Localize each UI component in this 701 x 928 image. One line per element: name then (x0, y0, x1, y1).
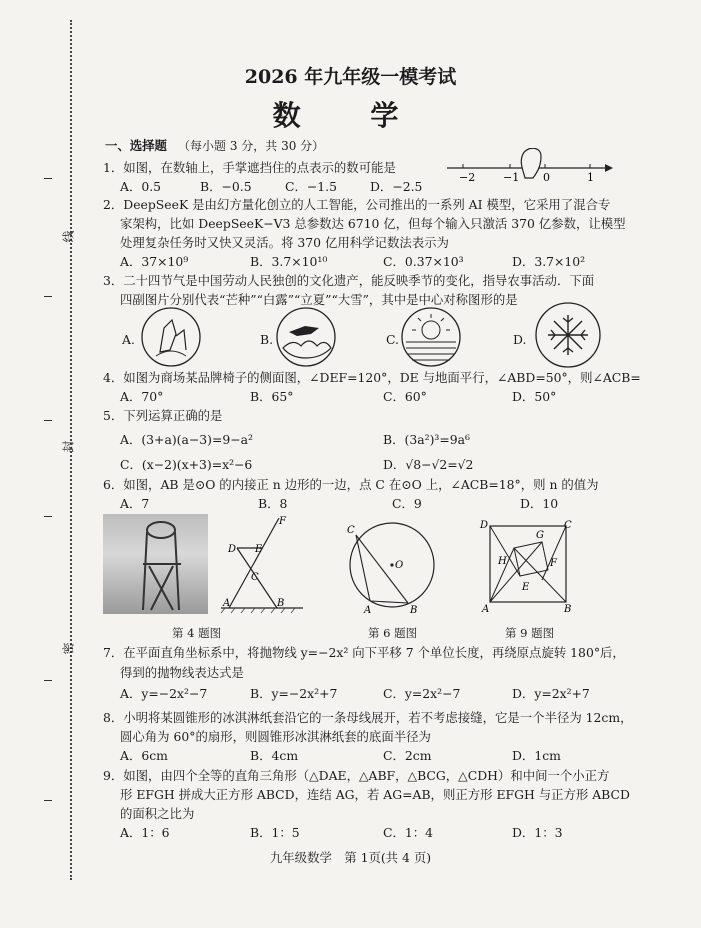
q4-option-c: C．60° (383, 389, 427, 404)
q3-stem-line1: 3．二十四节气是中国劳动人民独创的文化遗产，能反映季节的变化，指导农事活动．下面 (103, 273, 595, 288)
binding-tick (44, 800, 52, 801)
point-label: G (536, 530, 544, 541)
q9-option-c: C．1：4 (383, 825, 434, 840)
point-label: C (251, 572, 259, 583)
q6-figure (340, 515, 440, 615)
q2-stem-line3: 处理复杂任务时又快又灵活。将 370 亿用科学记数法表示为 (120, 235, 449, 250)
q8-option-d: D．1cm (512, 748, 561, 763)
point-label: B (277, 598, 285, 609)
q6-option-b: B．8 (258, 496, 288, 511)
q2-stem-line1: 2．DeepSeeK 是由幻方量化创立的人工智能，公司推出的一系列 AI 模型，它采用了混合专 (103, 197, 611, 212)
q8-stem-line1: 8．小明将某圆锥形的冰淇淋纸套沿它的一条母线展开，若不考虑接缝，它是一个半径为 12cm， (103, 710, 633, 725)
q6-option-a: A．7 (120, 496, 150, 511)
q5-option-d: D．√8−√2=√2 (383, 457, 474, 472)
binding-tick (44, 178, 52, 179)
q7-option-a: A．y=−2x²−7 (120, 686, 208, 701)
point-label: B (410, 605, 418, 615)
q8-option-b: B．4cm (250, 748, 299, 763)
hand-icon (521, 148, 541, 178)
fig9-caption: 第 9 题图 (505, 626, 555, 640)
point-label: F (279, 516, 286, 527)
q3-stem-line2: 四副图片分别代表“芒种”“白露”“立夏”“大雪”，其中是中心对称图形的是 (120, 292, 518, 307)
q5-stem: 5．下列运算正确的是 (103, 408, 223, 423)
point-label: F (550, 558, 557, 569)
point-label: B (564, 604, 572, 614)
point-label: C (564, 520, 572, 531)
lixia-emblem-icon (400, 306, 462, 368)
q9-stem-line2: 形 EFGH 拼成大正方形 ABCD，连结 AG，若 AG=AB，则正方形 EFGH 与正方形 ABCD (120, 787, 630, 802)
q2-stem-line2: 家架构，比如 DeepSeeK−V3 总参数达 6710 亿，但每个输入只激活 370 亿参数，让模型 (120, 216, 626, 231)
page-footer: 九年级数学 第 1页(共 4 页) (269, 850, 432, 865)
q8-option-a: A．6cm (120, 748, 168, 763)
q9-stem-line3: 的面积之比为 (120, 806, 195, 821)
tick-label: −1 (503, 171, 520, 184)
bailu-emblem-icon (275, 306, 337, 368)
margin-label-feng: 封 (61, 440, 76, 453)
q3-option-b: B. (260, 332, 274, 347)
point-label: E (255, 544, 263, 555)
q8-option-c: C．2cm (383, 748, 432, 763)
binding-tick (44, 296, 52, 297)
q3-option-d: D. (513, 332, 527, 347)
q1-number-line (445, 148, 615, 188)
point-label: H (498, 556, 507, 567)
q1-option-c: C．−1.5 (285, 179, 337, 194)
chair-photo (103, 514, 208, 614)
margin-label-xian: 线 (61, 230, 76, 243)
q5-option-b: B．(3a²)³=9a⁶ (383, 432, 470, 447)
q1-option-b: B．−0.5 (200, 179, 252, 194)
q7-option-b: B．y=−2x²+7 (250, 686, 338, 701)
point-label: O (395, 560, 404, 571)
point-label: A (482, 604, 490, 614)
q7-option-c: C．y=2x²−7 (383, 686, 461, 701)
q3-option-a: A. (122, 332, 135, 347)
point-label: C (347, 525, 355, 536)
point-label: E (522, 582, 530, 593)
q9-option-a: A．1：6 (120, 825, 170, 840)
q9-option-d: D．1：3 (512, 825, 563, 840)
q2-option-d: D．3.7×10² (512, 254, 586, 269)
q2-option-a: A．37×10⁹ (120, 254, 189, 269)
q6-stem: 6．如图，AB 是⊙O 的内接正 n 边形的一边，点 C 在⊙O 上，∠ACB=18°，则 n 的值为 (103, 477, 599, 492)
q5-option-c: C．(x−2)(x+3)=x²−6 (120, 457, 253, 472)
q2-option-b: B．3.7×10¹⁰ (250, 254, 328, 269)
q7-option-d: D．y=2x²+7 (512, 686, 590, 701)
subject-title: 数 学 (272, 99, 429, 132)
q7-stem-line1: 7．在平面直角坐标系中，将抛物线 y=−2x² 向下平移 7 个单位长度，再绕原点旋转 180°后， (103, 645, 625, 660)
q1-option-d: D．−2.5 (370, 179, 423, 194)
tick-label: 1 (587, 171, 594, 184)
section-heading: 一、选择题 (105, 138, 167, 153)
q1-stem: 1．如图，在数轴上，手掌遮挡住的点表示的数可能是 (103, 160, 396, 175)
q4-figure (215, 510, 310, 615)
point-label: D (480, 520, 489, 531)
margin-label-mi: 密 (61, 642, 76, 655)
q6-option-d: D．10 (520, 496, 559, 511)
mangzhong-emblem-icon (140, 306, 202, 368)
q4-option-a: A．70° (120, 389, 164, 404)
point-label: D (228, 544, 237, 555)
binding-tick (44, 420, 52, 421)
q9-option-b: B．1：5 (250, 825, 300, 840)
q4-option-d: D．50° (512, 389, 557, 404)
binding-tick (44, 516, 52, 517)
q6-option-c: C．9 (392, 496, 422, 511)
point-label: A (364, 605, 372, 615)
q9-stem-line1: 9．如图，由四个全等的直角三角形（△DAE，△ABF，△BCG，△CDH）和中间一个小正方 (103, 768, 610, 783)
q5-option-a: A．(3+a)(a−3)=9−a² (120, 432, 253, 447)
section-note: （每小题 3 分，共 30 分） (178, 139, 325, 153)
binding-tick (44, 680, 52, 681)
exam-title: 2026 年九年级一模考试 (244, 66, 457, 88)
fig4-caption: 第 4 题图 (172, 626, 222, 640)
q1-option-a: A．0.5 (120, 179, 162, 194)
q4-option-b: B．65° (250, 389, 294, 404)
q7-stem-line2: 得到的抛物线表达式是 (120, 665, 244, 680)
point-label: A (223, 598, 231, 609)
q2-option-c: C．0.37×10³ (383, 254, 464, 269)
q3-option-c: C. (386, 332, 399, 347)
q4-stem: 4．如图为商场某品牌椅子的侧面图，∠DEF=120°，DE 与地面平行，∠ABD=50°，则∠ACB= (103, 370, 641, 385)
q8-stem-line2: 圆心角为 60°的扇形，则圆锥形冰淇淋纸套的底面半径为 (120, 729, 431, 744)
tick-label: −2 (459, 171, 476, 184)
fig6-caption: 第 6 题图 (368, 626, 418, 640)
daxue-emblem-icon (533, 300, 603, 370)
tick-label: 0 (543, 171, 550, 184)
q9-figure (478, 516, 578, 614)
